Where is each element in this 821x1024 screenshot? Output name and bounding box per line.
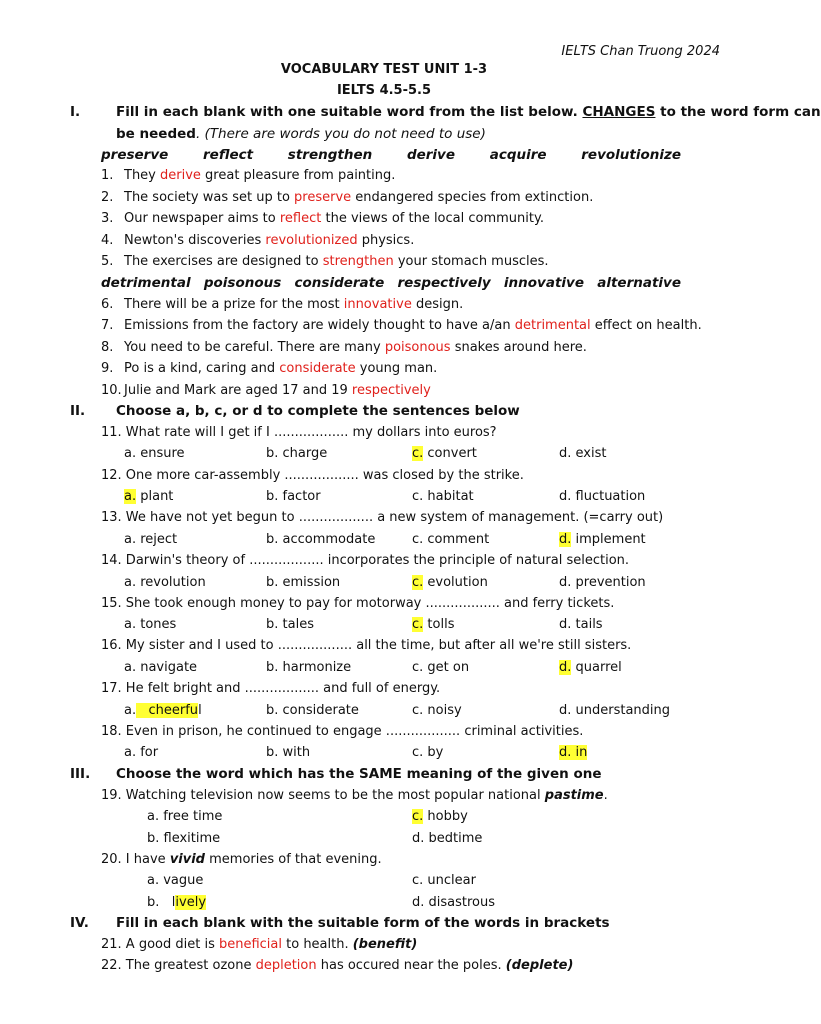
option-a: a. for xyxy=(124,745,159,760)
option-b: b. harmonize xyxy=(266,660,352,675)
option-text: hobby xyxy=(423,809,468,824)
question-number: 9. xyxy=(101,361,114,376)
option-d: d. fluctuation xyxy=(559,489,646,504)
word-item: acquire xyxy=(489,147,547,163)
section-1-note: . (There are words you do not need to use) xyxy=(195,126,486,142)
highlight: d. xyxy=(559,532,572,547)
question-text: memories of that evening. xyxy=(204,852,382,867)
section-1-instruction-line2: be needed xyxy=(116,126,196,142)
question-number: 3. xyxy=(101,211,114,226)
option-d-correct xyxy=(559,660,622,675)
section-number: I. xyxy=(70,104,81,120)
question-text: your stomach muscles. xyxy=(393,254,549,269)
option-b: b. considerate xyxy=(266,703,359,718)
option-c: c. habitat xyxy=(412,489,474,504)
highlight: c. xyxy=(412,809,424,824)
highlight: c. xyxy=(412,575,424,590)
option-d: d. tails xyxy=(559,617,603,632)
changes-emphasis: CHANGES xyxy=(582,104,656,120)
answer: considerate xyxy=(279,361,356,376)
option-text: plant xyxy=(136,489,174,504)
question-2 xyxy=(101,190,593,205)
highlight: a. xyxy=(124,489,137,504)
question-21 xyxy=(101,937,417,952)
question-text: young man. xyxy=(355,361,438,376)
answer: strengthen xyxy=(322,254,394,269)
question-9 xyxy=(101,361,437,376)
word-item: derive xyxy=(406,147,455,163)
option-text: evolution xyxy=(423,575,488,590)
option-b-correct xyxy=(147,895,206,910)
highlight: c. xyxy=(412,446,424,461)
option-letter: a. xyxy=(124,703,137,718)
option-a: a. free time xyxy=(147,809,223,824)
highlight: d. xyxy=(559,660,572,675)
answer: beneficial xyxy=(218,937,282,952)
question-text: The society was set up to xyxy=(124,190,295,205)
question-text: Po is a kind, caring and xyxy=(124,361,280,376)
answer: innovative xyxy=(343,297,412,312)
question-text: 21. A good diet is xyxy=(101,937,219,952)
bracket-hint: (deplete) xyxy=(505,958,574,973)
option-b: b. emission xyxy=(266,575,341,590)
question-text: snakes around here. xyxy=(450,340,587,355)
answer: derive xyxy=(160,168,201,183)
question-text: effect on health. xyxy=(590,318,702,333)
question-3 xyxy=(101,211,544,226)
question-text: They xyxy=(124,168,161,183)
question-10 xyxy=(101,383,431,398)
question-text: Julie and Mark are aged 17 and 19 xyxy=(124,383,352,398)
word-item: strengthen xyxy=(287,147,373,163)
question-text: Our newspaper aims to xyxy=(124,211,280,226)
question-number: 1. xyxy=(101,168,114,183)
question-text: 20. I have xyxy=(101,852,170,867)
question-text: to health. xyxy=(282,937,353,952)
question-text: the views of the local community. xyxy=(321,211,544,226)
option-text: convert xyxy=(423,446,477,461)
question-text: There will be a prize for the most xyxy=(124,297,344,312)
option-c: c. by xyxy=(412,745,444,760)
answer: detrimental xyxy=(514,318,591,333)
section-number: IV. xyxy=(70,915,89,931)
word-item: poisonous xyxy=(203,275,282,291)
question-text: 19. Watching television now seems to be the most popular national xyxy=(101,788,545,803)
option-a-correct xyxy=(124,703,202,718)
key-word: pastime xyxy=(544,788,604,803)
option-b: b. with xyxy=(266,745,311,760)
option-d-correct xyxy=(559,532,646,547)
question-text: 22. The greatest ozone xyxy=(101,958,256,973)
option-d: d. exist xyxy=(559,446,607,461)
option-a: a. revolution xyxy=(124,575,206,590)
question-11-stem: 11. What rate will I get if I .................. my dollars into euros? xyxy=(101,425,497,440)
option-a: a. ensure xyxy=(124,446,185,461)
option-c: c. unclear xyxy=(412,873,476,888)
question-22 xyxy=(101,958,573,973)
question-19-stem xyxy=(101,788,608,803)
option-a: a. navigate xyxy=(124,660,198,675)
word-item: innovative xyxy=(503,275,584,291)
question-7 xyxy=(101,318,702,333)
question-20-stem xyxy=(101,852,382,867)
section-1-instruction-end: to the word form can xyxy=(655,104,821,120)
option-b: b. flexitime xyxy=(147,831,221,846)
option-d: d. prevention xyxy=(559,575,646,590)
option-text: quarrel xyxy=(571,660,622,675)
section-number: III. xyxy=(70,766,91,782)
question-text: Emissions from the factory are widely thought to have a/an xyxy=(124,318,515,333)
question-text: has occured near the poles. xyxy=(316,958,506,973)
question-14-stem: 14. Darwin's theory of .................. incorporates the principle of natural selection. xyxy=(101,553,630,568)
question-text: You need to be careful. There are many xyxy=(124,340,385,355)
section-4-instruction: Fill in each blank with the suitable form of the words in brackets xyxy=(116,915,610,931)
question-18-stem: 18. Even in prison, he continued to engage .................. criminal activities. xyxy=(101,724,584,739)
question-text: Newton's discoveries xyxy=(124,233,266,248)
option-c: c. noisy xyxy=(412,703,462,718)
option-d: d. disastrous xyxy=(412,895,496,910)
word-list-2 xyxy=(101,275,681,291)
question-number: 6. xyxy=(101,297,114,312)
word-item: considerate xyxy=(294,275,385,291)
question-12-stem: 12. One more car-assembly .................. was closed by the strike. xyxy=(101,468,524,483)
option-c-correct xyxy=(412,446,477,461)
test-level: IELTS 4.5-5.5 xyxy=(336,83,432,98)
option-d: d. understanding xyxy=(559,703,671,718)
question-17-stem: 17. He felt bright and .................. and full of energy. xyxy=(101,681,441,696)
answer: preserve xyxy=(294,190,352,205)
option-d: d. bedtime xyxy=(412,831,483,846)
question-16-stem: 16. My sister and I used to .................. all the time, but after all we're still sisters. xyxy=(101,638,632,653)
option-c: c. comment xyxy=(412,532,490,547)
option-text: tolls xyxy=(423,617,455,632)
key-word: vivid xyxy=(169,852,205,867)
option-a: a. reject xyxy=(124,532,178,547)
answer: revolutionized xyxy=(265,233,358,248)
highlight: cheerfu xyxy=(136,703,199,718)
question-5 xyxy=(101,254,549,269)
author-header: IELTS Chan Truong 2024 xyxy=(561,44,720,59)
section-2-instruction: Choose a, b, c, or d to complete the sentences below xyxy=(116,403,520,419)
option-b: b. accommodate xyxy=(266,532,376,547)
question-8 xyxy=(101,340,587,355)
section-1-instruction: Fill in each blank with one suitable word from the list below. xyxy=(116,104,583,120)
question-text: great pleasure from painting. xyxy=(200,168,396,183)
bracket-hint: (benefit) xyxy=(352,937,418,952)
word-item: detrimental xyxy=(101,275,191,291)
question-text: endangered species from extinction. xyxy=(351,190,594,205)
option-text: implement xyxy=(571,532,646,547)
question-1 xyxy=(101,168,395,183)
section-3-instruction: Choose the word which has the SAME meaning of the given one xyxy=(116,766,602,782)
option-a-correct xyxy=(124,489,173,504)
option-b: b. tales xyxy=(266,617,314,632)
option-c-correct xyxy=(412,617,454,632)
word-list-1 xyxy=(101,147,681,163)
answer: reflect xyxy=(279,211,322,226)
option-c: c. get on xyxy=(412,660,470,675)
word-item: revolutionize xyxy=(581,147,681,163)
option-b: b. factor xyxy=(266,489,321,504)
question-6 xyxy=(101,297,463,312)
question-number: 8. xyxy=(101,340,114,355)
word-item: alternative xyxy=(597,275,681,291)
word-item: respectively xyxy=(397,275,491,291)
question-number: 10. xyxy=(101,383,122,398)
word-item: preserve xyxy=(101,147,169,163)
question-text: physics. xyxy=(357,233,415,248)
option-c-correct xyxy=(412,575,488,590)
answer: respectively xyxy=(351,383,431,398)
highlight: c. xyxy=(412,617,424,632)
option-letter: b. l xyxy=(147,895,176,910)
answer: depletion xyxy=(255,958,317,973)
highlight: ively xyxy=(175,895,207,910)
question-text: design. xyxy=(411,297,464,312)
question-text: The exercises are designed to xyxy=(124,254,323,269)
word-item: reflect xyxy=(203,147,254,163)
question-number: 2. xyxy=(101,190,114,205)
question-4 xyxy=(101,233,414,248)
question-number: 4. xyxy=(101,233,114,248)
question-number: 5. xyxy=(101,254,114,269)
option-d-correct xyxy=(559,745,587,760)
question-13-stem: 13. We have not yet begun to .................. a new system of management. (=carry out) xyxy=(101,510,664,525)
option-b: b. charge xyxy=(266,446,328,461)
option-text: l xyxy=(198,703,202,718)
question-text: . xyxy=(603,788,608,803)
test-title: VOCABULARY TEST UNIT 1-3 xyxy=(280,62,488,77)
highlight: d. in xyxy=(559,745,588,760)
option-c-correct xyxy=(412,809,468,824)
section-number: II. xyxy=(70,403,86,419)
option-a: a. vague xyxy=(147,873,204,888)
answer: poisonous xyxy=(384,340,451,355)
option-a: a. tones xyxy=(124,617,177,632)
question-15-stem: 15. She took enough money to pay for motorway .................. and ferry tickets. xyxy=(101,596,615,611)
question-number: 7. xyxy=(101,318,114,333)
